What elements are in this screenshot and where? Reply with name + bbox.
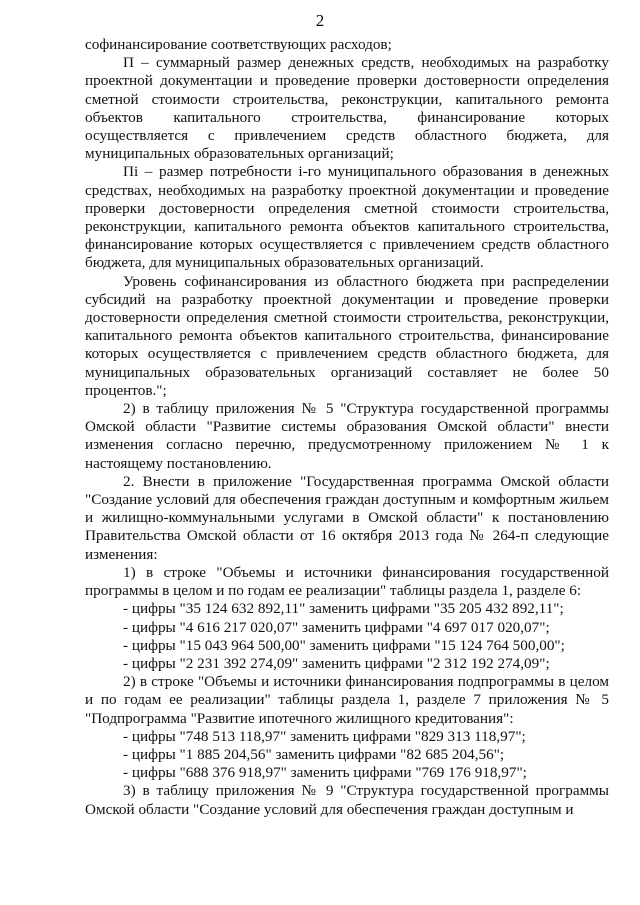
list-item: - цифры "748 513 118,97" заменить цифрами "829 313 118,97"; [123,727,526,745]
paragraph: П – суммарный размер денежных средств, необходимых на разработку проектной документации и проведение проверки достоверности определения сметной стоимости строительства, реконструкции, капитального ремонта объектов капитального строительства, финансирование которых осуществляется с привлечением средств областного бюджета, для муниципальных образовательных организаций; [85,54,609,163]
paragraph: 3) в таблицу приложения № 9 "Структура государственной программы Омской области "Создание условий для обеспечения граждан доступным и [85,782,609,818]
paragraph: 1) в строке "Объемы и источники финансирования государственной программы в целом и по годам ее реализации" таблицы раздела 1, разделе 6: [85,563,609,600]
paragraph: 2) в строке "Объемы и источники финансирования подпрограммы в целом и по годам ее реализации" таблицы раздела 1, разделе 7 приложения № 5 "Подпрограмма "Развитие ипотечного жилищного кредитования": [85,673,609,727]
paragraph: Пi – размер потребности i-го муниципального образования в денежных средствах, необходимых на разработку проектной документации и проведение проверки достоверности определения сметной стоимости строительства, реконструкции, капитального ремонта объектов капитального строительства, финансирование которых осуществляется с привлечением средств областного бюджета, для муниципальных образовательных организаций. [85,163,609,272]
list-item: - цифры "4 616 217 020,07" заменить цифрами "4 697 017 020,07"; [123,618,550,636]
list-item: - цифры "1 885 204,56" заменить цифрами "82 685 204,56"; [123,745,505,763]
paragraph: софинансирование соответствующих расходов; [85,36,392,53]
page-number: 2 [315,11,325,30]
document-body [85,36,609,819]
paragraph: 2. Внести в приложение "Государственная программа Омской области "Создание условий для обеспечения граждан доступным и комфортным жильем и жилищно-коммунальными услугами в Омской области" к постановлению Правительства Омской области от 16 октября 2013 года № 264-п следующие изменения: [85,472,609,563]
paragraph: Уровень софинансирования из областного бюджета при распределении субсидий на разработку проектной документации и проведение проверки достоверности определения сметной стоимости строительства, реконструкции, капитального ремонта объектов капитального строительства, финансирование которых осуществляется с привлечением средств областного бюджета, для муниципальных образовательных организаций составляет не более 50 процентов."; [85,272,609,399]
list-item: - цифры "35 124 632 892,11" заменить цифрами "35 205 432 892,11"; [123,600,564,618]
paragraph: 2) в таблицу приложения № 5 "Структура государственной программы Омской области "Развитие системы образования Омской области" внести изменения согласно перечню, предусмотренному приложением № 1 к настоящему постановлению. [85,400,609,472]
list-item: - цифры "2 231 392 274,09" заменить цифрами "2 312 192 274,09"; [123,654,550,672]
list-item: - цифры "15 043 964 500,00" заменить цифрами "15 124 764 500,00"; [123,636,565,654]
list-item: - цифры "688 376 918,97" заменить цифрами "769 176 918,97"; [123,764,527,782]
